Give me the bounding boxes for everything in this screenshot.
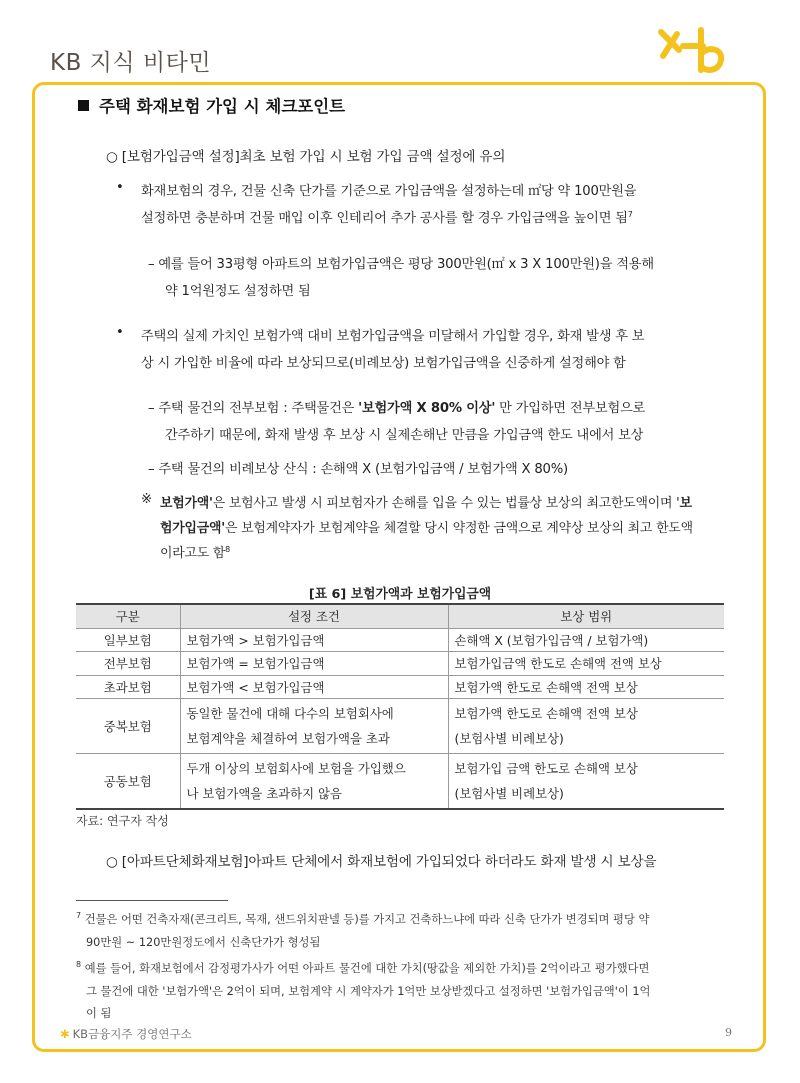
footnote-divider (76, 900, 228, 901)
bullet2-line1: 주택의 실제 가치인 보험가액 대비 보험가입금액을 미달해서 가입할 경우, 화재 발생 후 보 (141, 329, 645, 344)
square-bullet-icon (78, 100, 89, 111)
dash1-line1: – 예를 들어 33평형 아파트의 보험가입금액은 평당 300만원(㎡ x 3 X 100만원)을 적용해 (148, 257, 654, 272)
note-line1: 보험가액'은 보험사고 발생 시 피보험자가 손해를 입을 수 있는 법률상 보상의 최고한도액이며 '보 (160, 496, 692, 511)
row-compensation: 손해액 X (보험가입금액 / 보험가액) (448, 628, 724, 652)
row-category: 공동보험 (76, 754, 180, 810)
table-row (76, 628, 724, 652)
insurance-comparison-table (76, 603, 724, 810)
row-category: 초과보험 (76, 675, 180, 699)
footer-brand: ✱ KB금융지주 경영연구소 (60, 1027, 192, 1041)
bullet-dot-icon: • (116, 325, 124, 340)
table-row (76, 754, 724, 810)
row-category: 일부보험 (76, 628, 180, 652)
dash2-line1: – 주택 물건의 전부보험 : 주택물건은 '보험가액 X 80% 이상' 만 가입하면 전부보험으로 (148, 401, 646, 416)
dash3-formula: – 주택 물건의 비례보상 산식 : 손해액 X (보험가입금액 / 보험가액 X 80%) (148, 462, 568, 477)
bullet2-line2: 상 시 가입한 비율에 따라 보상되므로(비례보상) 보험가입금액을 신중하게 설정해야 함 (141, 356, 626, 371)
row-condition: 두개 이상의 보험회사에 보험을 가입했으 나 보험가액을 초과하지 않음 (180, 754, 448, 810)
table-caption: [표 6] 보험가액과 보험가입금액 (308, 587, 492, 602)
dash2-line2: 간주하기 때문에, 화재 발생 후 보상 시 실제손해난 만큼을 가입금액 한도 내에서 보상 (165, 428, 644, 443)
note-mark: ※ (141, 492, 152, 507)
page-number: 9 (725, 1026, 732, 1039)
footnote-8-line3: 이 됨 (86, 1007, 112, 1020)
section-title: 주택 화재보험 가입 시 체크포인트 (78, 93, 345, 117)
content-frame (32, 82, 766, 1052)
table-header-row (76, 604, 724, 628)
bullet1-line1: 화재보험의 경우, 건물 신축 단가를 기준으로 가입금액을 설정하는데 ㎡당 약 100만원을 (141, 184, 637, 199)
row-condition: 동일한 물건에 대해 다수의 보험회사에 보험계약을 체결하여 보험가액을 초과 (180, 699, 448, 754)
kb-logo-icon (655, 26, 729, 78)
table-row (76, 652, 724, 676)
row-condition: 보험가액 > 보험가입금액 (180, 628, 448, 652)
footnote-8-line1: $^8$ 예를 들어, 화재보험에서 감정평가사가 어떤 아파트 물건에 대한 가치(땅값을 제외한 가치)를 2억이라고 평가했다면 (76, 960, 650, 975)
dash1-line2: 약 1억원정도 설정하면 됨 (165, 284, 311, 299)
page-header-title: KB 지식 비타민 (50, 50, 212, 76)
point-apartment-group: ○ [아파트단체화재보험]아파트 단체에서 화재보험에 가입되었다 하더라도 화재 발생 시 보상을 (106, 854, 657, 870)
row-compensation: 보험가액 한도로 손해액 전액 보상 (448, 675, 724, 699)
kb-mark-icon: ✱ (60, 1027, 70, 1041)
row-category: 전부보험 (76, 652, 180, 676)
note-line3: 이라고도 함$^8$ (160, 545, 231, 561)
header-condition: 설정 조건 (180, 604, 448, 628)
footnote-ref-8[interactable]: 8 (225, 545, 231, 554)
header-compensation: 보상 범위 (448, 604, 724, 628)
point-insured-amount: ○ [보험가입금액 설정]최초 보험 가입 시 보험 가입 금액 설정에 유의 (106, 149, 506, 165)
table-row (76, 699, 724, 754)
footnote-7-line1: $^7$ 건물은 어떤 건축자재(콘크리트, 목재, 샌드위치판넬 등)를 가지고 건축하느냐에 따라 신축 단가가 변경되며 평당 약 (76, 911, 650, 926)
row-compensation: 보험가입금액 한도로 손해액 전액 보상 (448, 652, 724, 676)
row-compensation: 보험가액 한도로 손해액 전액 보상 (보험사별 비례보상) (448, 699, 724, 754)
row-condition: 보험가액 < 보험가입금액 (180, 675, 448, 699)
note-line2: 험가입금액'은 보험계약자가 보험계약을 체결할 당시 약정한 금액으로 계약상 보상의 최고 한도액 (160, 521, 693, 536)
header-category: 구분 (76, 604, 180, 628)
footnote-ref-7[interactable]: 7 (627, 210, 633, 219)
footnote-7-line2: 90만원 ~ 120만원정도에서 신축단가가 형성됨 (86, 936, 321, 949)
bullet1-line2: 설정하면 충분하며 건물 매입 이후 인테리어 추가 공사를 할 경우 가입금액을 높이면 됨$^7$ (141, 210, 633, 226)
row-condition: 보험가액 = 보험가입금액 (180, 652, 448, 676)
bullet-dot-icon: • (116, 180, 124, 195)
row-category: 중복보험 (76, 699, 180, 754)
footnote-8-line2: 그 물건에 대한 '보험가액'은 2억이 되며, 보험계약 시 계약자가 1억만 보상받겠다고 설정하면 '보험가입금액'이 1억 (86, 985, 651, 998)
table-row (76, 675, 724, 699)
table-source: 자료: 연구자 작성 (76, 814, 169, 828)
row-compensation: 보험가입 금액 한도로 손해액 보상 (보험사별 비례보상) (448, 754, 724, 810)
